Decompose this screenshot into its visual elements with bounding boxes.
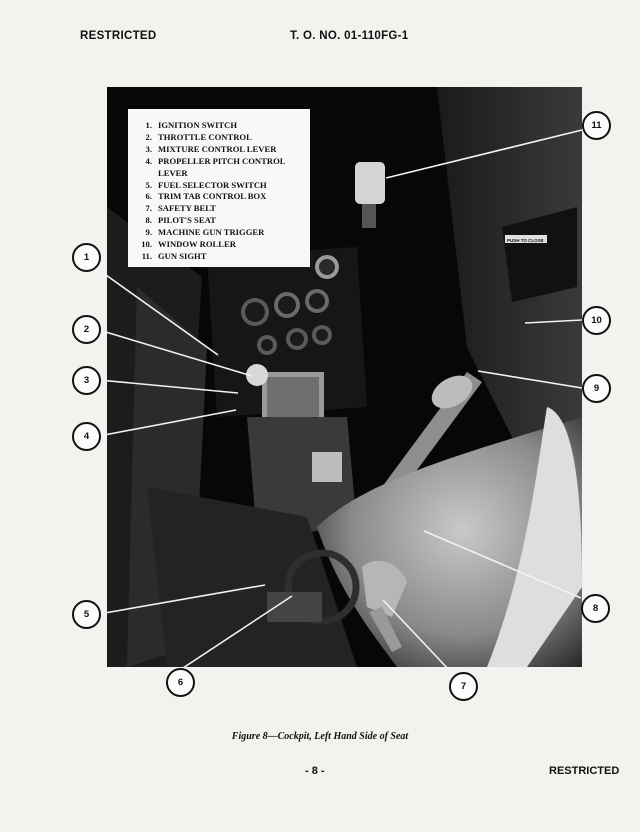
header-doc-number: T. O. NO. 01-110FG-1 (290, 30, 409, 42)
callout-7: 7 (449, 672, 478, 701)
page-number: - 8 - (305, 765, 325, 777)
figure-caption: Figure 8—Cockpit, Left Hand Side of Seat (231, 731, 409, 742)
panel-sign-text: PUSH TO CLOSE (507, 238, 544, 243)
callout-11: 11 (582, 111, 611, 140)
legend-item: 1. IGNITION SWITCH (145, 120, 238, 130)
legend-item: 5. FUEL SELECTOR SWITCH (145, 179, 267, 190)
legend-item: 10. WINDOW ROLLER (141, 239, 236, 250)
callout-6: 6 (166, 668, 195, 697)
legend-item: 11. GUN SIGHT (141, 250, 207, 261)
callout-9: 9 (582, 374, 611, 403)
legend-item: 2. THROTTLE CONTROL (145, 131, 252, 142)
legend-item: 6. TRIM TAB CONTROL BOX (145, 191, 267, 202)
legend-item: 7. SAFETY BELT (145, 203, 216, 214)
callout-5: 5 (72, 600, 101, 629)
callout-8: 8 (581, 594, 610, 623)
legend-item: 9. MACHINE GUN TRIGGER (145, 227, 265, 238)
callout-3: 3 (72, 366, 101, 395)
legend-item: 4. PROPELLER PITCH CONTROL LEVER (145, 155, 286, 178)
callout-2: 2 (72, 315, 101, 344)
callout-10: 10 (582, 306, 611, 335)
callout-4: 4 (72, 422, 101, 451)
legend-item: 3. MIXTURE CONTROL LEVER (145, 143, 277, 154)
footer-classification: RESTRICTED (549, 765, 620, 777)
header-classification: RESTRICTED (80, 30, 157, 42)
legend-item: 8. PILOT'S SEAT (145, 215, 216, 226)
callout-1: 1 (72, 243, 101, 272)
